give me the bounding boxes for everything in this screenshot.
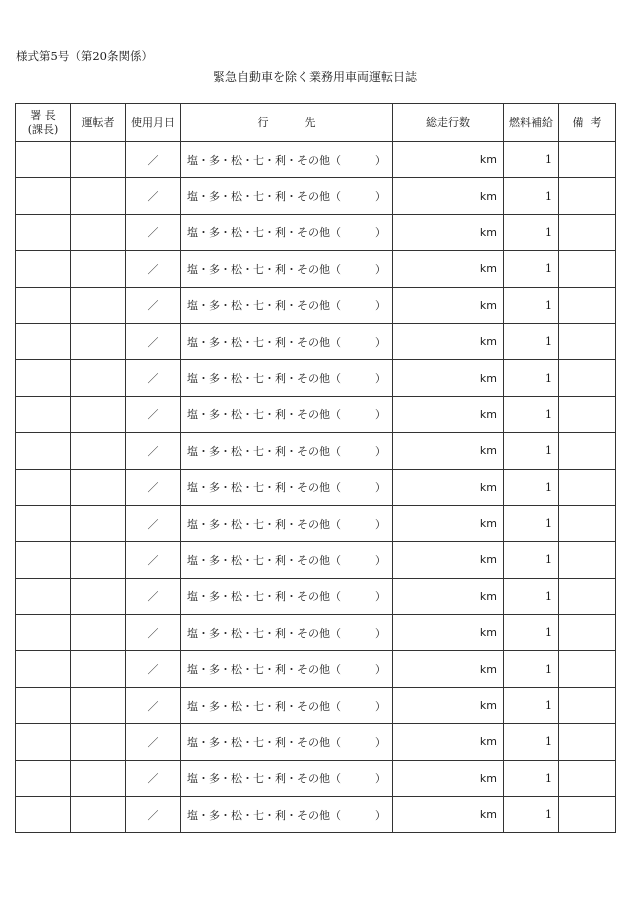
distance-unit: km [479, 553, 497, 567]
destination-close-paren: ） [375, 699, 386, 713]
date-cell[interactable]: ／ [126, 724, 181, 760]
distance-cell[interactable] [393, 433, 504, 469]
destination-cell[interactable] [181, 505, 393, 541]
chief-cell[interactable] [16, 615, 71, 651]
fuel-cell[interactable] [504, 251, 559, 287]
distance-cell[interactable] [393, 615, 504, 651]
fuel-cell[interactable] [504, 687, 559, 723]
destination-cell[interactable] [181, 651, 393, 687]
chief-cell[interactable] [16, 214, 71, 250]
driver-cell[interactable] [71, 542, 126, 578]
destination-cell[interactable] [181, 542, 393, 578]
chief-cell[interactable] [16, 542, 71, 578]
fuel-cell[interactable] [504, 214, 559, 250]
destination-options: 塩・多・松・七・利・その他（ [187, 262, 341, 276]
destination-wrap [187, 770, 386, 786]
driver-cell[interactable] [71, 578, 126, 614]
destination-cell[interactable] [181, 433, 393, 469]
table-row [16, 760, 616, 796]
fuel-unit: 1 [545, 589, 552, 603]
table-row [16, 505, 616, 541]
fuel-cell[interactable] [504, 724, 559, 760]
distance-unit: km [479, 407, 497, 421]
destination-cell[interactable] [181, 687, 393, 723]
destination-options: 塩・多・松・七・利・その他（ [187, 372, 341, 386]
destination-options: 塩・多・松・七・利・その他（ [187, 517, 341, 531]
notes-cell[interactable] [559, 251, 616, 287]
destination-cell[interactable] [181, 797, 393, 833]
distance-cell[interactable] [393, 760, 504, 796]
table-row [16, 724, 616, 760]
driver-cell[interactable] [71, 214, 126, 250]
fuel-cell[interactable] [504, 142, 559, 178]
fuel-cell[interactable] [504, 433, 559, 469]
distance-unit: km [479, 735, 497, 749]
destination-close-paren: ） [375, 590, 386, 604]
destination-wrap [187, 370, 386, 386]
distance-cell[interactable] [393, 724, 504, 760]
header-date: 使用月日 [126, 104, 181, 142]
driver-cell[interactable] [71, 687, 126, 723]
chief-cell[interactable] [16, 760, 71, 796]
driver-cell[interactable] [71, 651, 126, 687]
destination-options: 塩・多・松・七・利・その他（ [187, 335, 341, 349]
distance-cell[interactable] [393, 323, 504, 359]
fuel-unit: 1 [545, 335, 552, 349]
fuel-unit: 1 [545, 771, 552, 785]
fuel-unit: 1 [545, 626, 552, 640]
notes-cell[interactable] [559, 615, 616, 651]
table-row [16, 797, 616, 833]
fuel-cell[interactable] [504, 287, 559, 323]
distance-cell[interactable] [393, 797, 504, 833]
date-cell[interactable]: ／ [126, 615, 181, 651]
header-row [16, 104, 616, 142]
destination-wrap [187, 807, 386, 823]
chief-cell[interactable] [16, 251, 71, 287]
header-notes-a: 備 [572, 115, 584, 129]
fuel-unit: 1 [545, 444, 552, 458]
fuel-unit: 1 [545, 480, 552, 494]
date-cell[interactable]: ／ [126, 797, 181, 833]
driver-cell[interactable] [71, 178, 126, 214]
notes-cell[interactable] [559, 396, 616, 432]
fuel-cell[interactable] [504, 505, 559, 541]
destination-wrap [187, 297, 386, 313]
destination-options: 塩・多・松・七・利・その他（ [187, 444, 341, 458]
distance-cell[interactable] [393, 651, 504, 687]
chief-cell[interactable] [16, 178, 71, 214]
driver-cell[interactable] [71, 724, 126, 760]
distance-unit: km [479, 189, 497, 203]
chief-cell[interactable] [16, 797, 71, 833]
table-row [16, 615, 616, 651]
destination-cell[interactable] [181, 287, 393, 323]
fuel-cell[interactable] [504, 323, 559, 359]
fuel-unit: 1 [545, 298, 552, 312]
fuel-cell[interactable] [504, 360, 559, 396]
destination-wrap [187, 152, 386, 168]
driver-cell[interactable] [71, 360, 126, 396]
destination-wrap [187, 698, 386, 714]
header-chief-line2: (課長) [27, 122, 59, 136]
destination-options: 塩・多・松・七・利・その他（ [187, 772, 341, 786]
distance-cell[interactable] [393, 396, 504, 432]
table-row [16, 142, 616, 178]
destination-options: 塩・多・松・七・利・その他（ [187, 735, 341, 749]
distance-unit: km [479, 808, 497, 822]
destination-wrap [187, 188, 386, 204]
destination-wrap [187, 625, 386, 641]
distance-unit: km [479, 771, 497, 785]
notes-cell[interactable] [559, 323, 616, 359]
distance-cell[interactable] [393, 287, 504, 323]
destination-cell[interactable] [181, 615, 393, 651]
destination-close-paren: ） [375, 372, 386, 386]
date-cell[interactable]: ／ [126, 287, 181, 323]
header-distance: 総走行数 [393, 104, 504, 142]
distance-cell[interactable] [393, 542, 504, 578]
fuel-unit: 1 [545, 407, 552, 421]
distance-unit: km [479, 262, 497, 276]
destination-close-paren: ） [375, 335, 386, 349]
destination-cell[interactable] [181, 724, 393, 760]
destination-close-paren: ） [375, 663, 386, 677]
destination-close-paren: ） [375, 226, 386, 240]
date-cell[interactable]: ／ [126, 542, 181, 578]
date-cell[interactable]: ／ [126, 578, 181, 614]
header-notes-b: 考 [590, 115, 602, 129]
destination-options: 塩・多・松・七・利・その他（ [187, 808, 341, 822]
destination-options: 塩・多・松・七・利・その他（ [187, 190, 341, 204]
fuel-cell[interactable] [504, 178, 559, 214]
fuel-cell[interactable] [504, 469, 559, 505]
fuel-cell[interactable] [504, 578, 559, 614]
distance-cell[interactable] [393, 360, 504, 396]
fuel-unit: 1 [545, 153, 552, 167]
destination-close-paren: ） [375, 517, 386, 531]
fuel-cell[interactable] [504, 542, 559, 578]
table-row [16, 178, 616, 214]
notes-cell[interactable] [559, 178, 616, 214]
destination-options: 塩・多・松・七・利・その他（ [187, 226, 341, 240]
notes-cell[interactable] [559, 433, 616, 469]
destination-close-paren: ） [375, 626, 386, 640]
distance-unit: km [479, 335, 497, 349]
fuel-unit: 1 [545, 699, 552, 713]
driver-cell[interactable] [71, 142, 126, 178]
distance-unit: km [479, 626, 497, 640]
header-chief [16, 104, 71, 142]
date-cell[interactable]: ／ [126, 687, 181, 723]
fuel-unit: 1 [545, 371, 552, 385]
date-cell[interactable]: ／ [126, 760, 181, 796]
chief-cell[interactable] [16, 578, 71, 614]
header-chief-line1: 署 長 [30, 108, 56, 122]
destination-cell[interactable] [181, 760, 393, 796]
notes-cell[interactable] [559, 287, 616, 323]
table-row [16, 542, 616, 578]
driver-cell[interactable] [71, 615, 126, 651]
fuel-unit: 1 [545, 735, 552, 749]
driver-cell[interactable] [71, 760, 126, 796]
destination-wrap [187, 734, 386, 750]
distance-cell[interactable] [393, 469, 504, 505]
driver-cell[interactable] [71, 396, 126, 432]
destination-cell[interactable] [181, 360, 393, 396]
date-cell[interactable]: ／ [126, 433, 181, 469]
distance-unit: km [479, 153, 497, 167]
notes-cell[interactable] [559, 687, 616, 723]
document-title: 緊急自動車を除く業務用車両運転日誌 [212, 70, 417, 84]
date-cell[interactable]: ／ [126, 142, 181, 178]
destination-options: 塩・多・松・七・利・その他（ [187, 663, 341, 677]
table-row [16, 360, 616, 396]
destination-wrap [187, 552, 386, 568]
fuel-unit: 1 [545, 808, 552, 822]
destination-options: 塩・多・松・七・利・その他（ [187, 481, 341, 495]
header-notes [559, 104, 616, 142]
table-row [16, 687, 616, 723]
destination-close-paren: ） [375, 299, 386, 313]
distance-cell[interactable] [393, 251, 504, 287]
destination-cell[interactable] [181, 142, 393, 178]
date-cell[interactable]: ／ [126, 323, 181, 359]
notes-cell[interactable] [559, 578, 616, 614]
distance-unit: km [479, 225, 497, 239]
date-cell[interactable]: ／ [126, 505, 181, 541]
destination-close-paren: ） [375, 481, 386, 495]
driver-cell[interactable] [71, 323, 126, 359]
destination-cell[interactable] [181, 469, 393, 505]
table-row [16, 578, 616, 614]
driver-cell[interactable] [71, 287, 126, 323]
destination-options: 塩・多・松・七・利・その他（ [187, 590, 341, 604]
driver-cell[interactable] [71, 797, 126, 833]
distance-unit: km [479, 589, 497, 603]
chief-cell[interactable] [16, 142, 71, 178]
table-row [16, 214, 616, 250]
fuel-cell[interactable] [504, 615, 559, 651]
destination-close-paren: ） [375, 408, 386, 422]
driver-cell[interactable] [71, 433, 126, 469]
chief-cell[interactable] [16, 323, 71, 359]
driver-cell[interactable] [71, 469, 126, 505]
date-cell[interactable]: ／ [126, 178, 181, 214]
chief-cell[interactable] [16, 433, 71, 469]
destination-wrap [187, 406, 386, 422]
table-row [16, 396, 616, 432]
distance-unit: km [479, 480, 497, 494]
destination-cell[interactable] [181, 396, 393, 432]
table-row [16, 323, 616, 359]
notes-cell[interactable] [559, 142, 616, 178]
destination-wrap [187, 224, 386, 240]
distance-cell[interactable] [393, 687, 504, 723]
destination-wrap [187, 443, 386, 459]
distance-cell[interactable] [393, 505, 504, 541]
form-number-label: 様式第5号（第20条関係） [16, 49, 153, 63]
header-destination [181, 104, 393, 142]
destination-wrap [187, 516, 386, 532]
destination-options: 塩・多・松・七・利・その他（ [187, 153, 341, 167]
distance-cell[interactable] [393, 142, 504, 178]
log-body [16, 142, 616, 833]
chief-cell[interactable] [16, 505, 71, 541]
distance-unit: km [479, 699, 497, 713]
fuel-unit: 1 [545, 225, 552, 239]
chief-cell[interactable] [16, 469, 71, 505]
notes-cell[interactable] [559, 360, 616, 396]
destination-cell[interactable] [181, 178, 393, 214]
fuel-unit: 1 [545, 553, 552, 567]
notes-cell[interactable] [559, 651, 616, 687]
destination-close-paren: ） [375, 153, 386, 167]
destination-close-paren: ） [375, 772, 386, 786]
fuel-unit: 1 [545, 517, 552, 531]
destination-close-paren: ） [375, 262, 386, 276]
fuel-cell[interactable] [504, 760, 559, 796]
notes-cell[interactable] [559, 469, 616, 505]
destination-close-paren: ） [375, 444, 386, 458]
date-cell[interactable]: ／ [126, 251, 181, 287]
destination-wrap [187, 261, 386, 277]
distance-unit: km [479, 517, 497, 531]
destination-cell[interactable] [181, 214, 393, 250]
fuel-unit: 1 [545, 662, 552, 676]
header-destination-a: 行 [257, 115, 269, 129]
chief-cell[interactable] [16, 651, 71, 687]
driving-log-table [15, 103, 616, 833]
driver-cell[interactable] [71, 505, 126, 541]
chief-cell[interactable] [16, 360, 71, 396]
notes-cell[interactable] [559, 724, 616, 760]
date-cell[interactable]: ／ [126, 360, 181, 396]
notes-cell[interactable] [559, 214, 616, 250]
date-cell[interactable]: ／ [126, 651, 181, 687]
header-fuel: 燃料補給 [504, 104, 559, 142]
destination-wrap [187, 479, 386, 495]
destination-cell[interactable] [181, 323, 393, 359]
destination-wrap [187, 661, 386, 677]
date-cell[interactable]: ／ [126, 214, 181, 250]
driver-cell[interactable] [71, 251, 126, 287]
header-driver: 運転者 [71, 104, 126, 142]
notes-cell[interactable] [559, 797, 616, 833]
chief-cell[interactable] [16, 724, 71, 760]
fuel-unit: 1 [545, 262, 552, 276]
distance-unit: km [479, 444, 497, 458]
distance-unit: km [479, 662, 497, 676]
destination-close-paren: ） [375, 808, 386, 822]
destination-options: 塩・多・松・七・利・その他（ [187, 626, 341, 640]
destination-close-paren: ） [375, 190, 386, 204]
chief-cell[interactable] [16, 687, 71, 723]
table-row [16, 469, 616, 505]
destination-wrap [187, 334, 386, 350]
destination-options: 塩・多・松・七・利・その他（ [187, 553, 341, 567]
destination-options: 塩・多・松・七・利・その他（ [187, 299, 341, 313]
destination-options: 塩・多・松・七・利・その他（ [187, 699, 341, 713]
distance-unit: km [479, 298, 497, 312]
chief-cell[interactable] [16, 396, 71, 432]
date-cell[interactable]: ／ [126, 469, 181, 505]
destination-close-paren: ） [375, 735, 386, 749]
fuel-cell[interactable] [504, 797, 559, 833]
chief-cell[interactable] [16, 287, 71, 323]
fuel-cell[interactable] [504, 651, 559, 687]
table-row [16, 287, 616, 323]
distance-cell[interactable] [393, 178, 504, 214]
date-cell[interactable]: ／ [126, 396, 181, 432]
fuel-unit: 1 [545, 189, 552, 203]
distance-unit: km [479, 371, 497, 385]
notes-cell[interactable] [559, 542, 616, 578]
destination-cell[interactable] [181, 578, 393, 614]
notes-cell[interactable] [559, 760, 616, 796]
fuel-cell[interactable] [504, 396, 559, 432]
table-row [16, 251, 616, 287]
distance-cell[interactable] [393, 214, 504, 250]
table-row [16, 651, 616, 687]
notes-cell[interactable] [559, 505, 616, 541]
destination-cell[interactable] [181, 251, 393, 287]
distance-cell[interactable] [393, 578, 504, 614]
header-destination-b: 先 [304, 115, 316, 129]
destination-wrap [187, 588, 386, 604]
table-row [16, 433, 616, 469]
destination-options: 塩・多・松・七・利・その他（ [187, 408, 341, 422]
destination-close-paren: ） [375, 553, 386, 567]
